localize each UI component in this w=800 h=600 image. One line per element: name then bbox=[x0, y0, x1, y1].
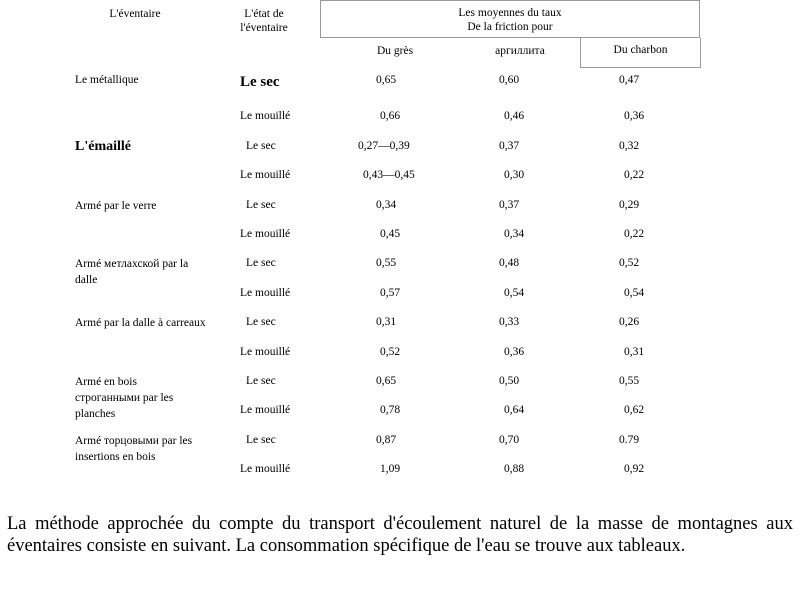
value-coal: 0.79 bbox=[619, 434, 640, 446]
row-state-dry: Le sec bbox=[246, 434, 276, 446]
value-argillite: 0,54 bbox=[504, 287, 525, 299]
value-coal: 0,47 bbox=[619, 74, 640, 86]
header-coal: Du charbon bbox=[580, 38, 701, 68]
row-state-dry: Le sec bbox=[246, 140, 276, 152]
header-material: L'éventaire bbox=[109, 8, 161, 20]
value-argillite: 0,50 bbox=[499, 375, 520, 387]
value-sandstone: 0,31 bbox=[376, 316, 397, 328]
header-sandstone: Du grès bbox=[376, 45, 414, 57]
value-coal: 0,31 bbox=[624, 346, 645, 358]
row-state-wet: Le mouillé bbox=[240, 463, 291, 475]
row-state-dry: Le sec bbox=[246, 316, 276, 328]
row-state-dry: Le sec bbox=[246, 257, 276, 269]
row-material: Armé метлахской par la dalle bbox=[75, 258, 189, 286]
value-sandstone: 0,27—0,39 bbox=[358, 140, 410, 152]
row-material: Armé par la dalle à carreaux bbox=[75, 317, 206, 329]
row-state-wet: Le mouillé bbox=[240, 346, 291, 358]
header-group-line1: Les moyennes du taux bbox=[458, 7, 562, 19]
value-sandstone: 0,65 bbox=[376, 74, 397, 86]
value-argillite: 0,88 bbox=[504, 463, 525, 475]
header-friction-group bbox=[320, 0, 700, 38]
header-state-line1: L'état de bbox=[244, 8, 284, 20]
value-coal: 0,92 bbox=[624, 463, 645, 475]
header-group-line2: De la friction pour bbox=[467, 21, 553, 33]
header-state bbox=[228, 7, 300, 35]
value-sandstone: 0,66 bbox=[380, 110, 401, 122]
value-argillite: 0,70 bbox=[499, 434, 520, 446]
row-state-dry: Le sec bbox=[246, 375, 276, 387]
value-coal: 0,55 bbox=[619, 375, 640, 387]
value-argillite: 0,37 bbox=[499, 140, 520, 152]
value-sandstone: 0,57 bbox=[380, 287, 401, 299]
value-argillite: 0,33 bbox=[499, 316, 520, 328]
value-sandstone: 0,78 bbox=[380, 404, 401, 416]
value-argillite: 0,37 bbox=[499, 199, 520, 211]
value-sandstone: 0,55 bbox=[376, 257, 397, 269]
value-sandstone: 0,65 bbox=[376, 375, 397, 387]
value-argillite: 0,30 bbox=[504, 169, 525, 181]
value-coal: 0,36 bbox=[624, 110, 645, 122]
value-coal: 0,62 bbox=[624, 404, 645, 416]
value-sandstone: 0,43—0,45 bbox=[363, 169, 415, 181]
header-argillite: аргиллита bbox=[495, 45, 545, 57]
row-state-dry: Le sec bbox=[240, 74, 280, 90]
value-coal: 0,52 bbox=[619, 257, 640, 269]
row-material: Le métallique bbox=[75, 74, 139, 86]
value-coal: 0,22 bbox=[624, 228, 645, 240]
row-state-wet: Le mouillé bbox=[240, 228, 291, 240]
value-sandstone: 0,52 bbox=[380, 346, 401, 358]
value-sandstone: 1,09 bbox=[380, 463, 401, 475]
row-material: Armé par le verre bbox=[75, 200, 157, 212]
value-sandstone: 0,34 bbox=[376, 199, 397, 211]
value-argillite: 0,34 bbox=[504, 228, 525, 240]
value-argillite: 0,48 bbox=[499, 257, 520, 269]
value-sandstone: 0,45 bbox=[380, 228, 401, 240]
row-state-wet: Le mouillé bbox=[240, 287, 291, 299]
value-coal: 0,22 bbox=[624, 169, 645, 181]
value-coal: 0,29 bbox=[619, 199, 640, 211]
row-state-wet: Le mouillé bbox=[240, 404, 291, 416]
value-coal: 0,26 bbox=[619, 316, 640, 328]
value-argillite: 0,60 bbox=[499, 74, 520, 86]
row-material: Armé en bois строганными par les planches bbox=[75, 376, 174, 420]
header-state-line2: l'éventaire bbox=[240, 22, 288, 34]
row-material: Armé торцовыми par les insertions en bois bbox=[75, 435, 193, 463]
value-coal: 0,54 bbox=[624, 287, 645, 299]
value-argillite: 0,36 bbox=[504, 346, 525, 358]
row-state-wet: Le mouillé bbox=[240, 169, 291, 181]
body-paragraph: La méthode approchée du compte du transport d'écoulement naturel de la masse de montagnes aux éventaires consiste en suivant. La consommation spécifique de l'eau se trouve aux tableaux. bbox=[7, 514, 793, 556]
value-argillite: 0,46 bbox=[504, 110, 525, 122]
value-sandstone: 0,87 bbox=[376, 434, 397, 446]
value-argillite: 0,64 bbox=[504, 404, 525, 416]
row-state-wet: Le mouillé bbox=[240, 110, 291, 122]
row-material: L'émaillé bbox=[75, 139, 131, 154]
row-state-dry: Le sec bbox=[246, 199, 276, 211]
value-coal: 0,32 bbox=[619, 140, 640, 152]
